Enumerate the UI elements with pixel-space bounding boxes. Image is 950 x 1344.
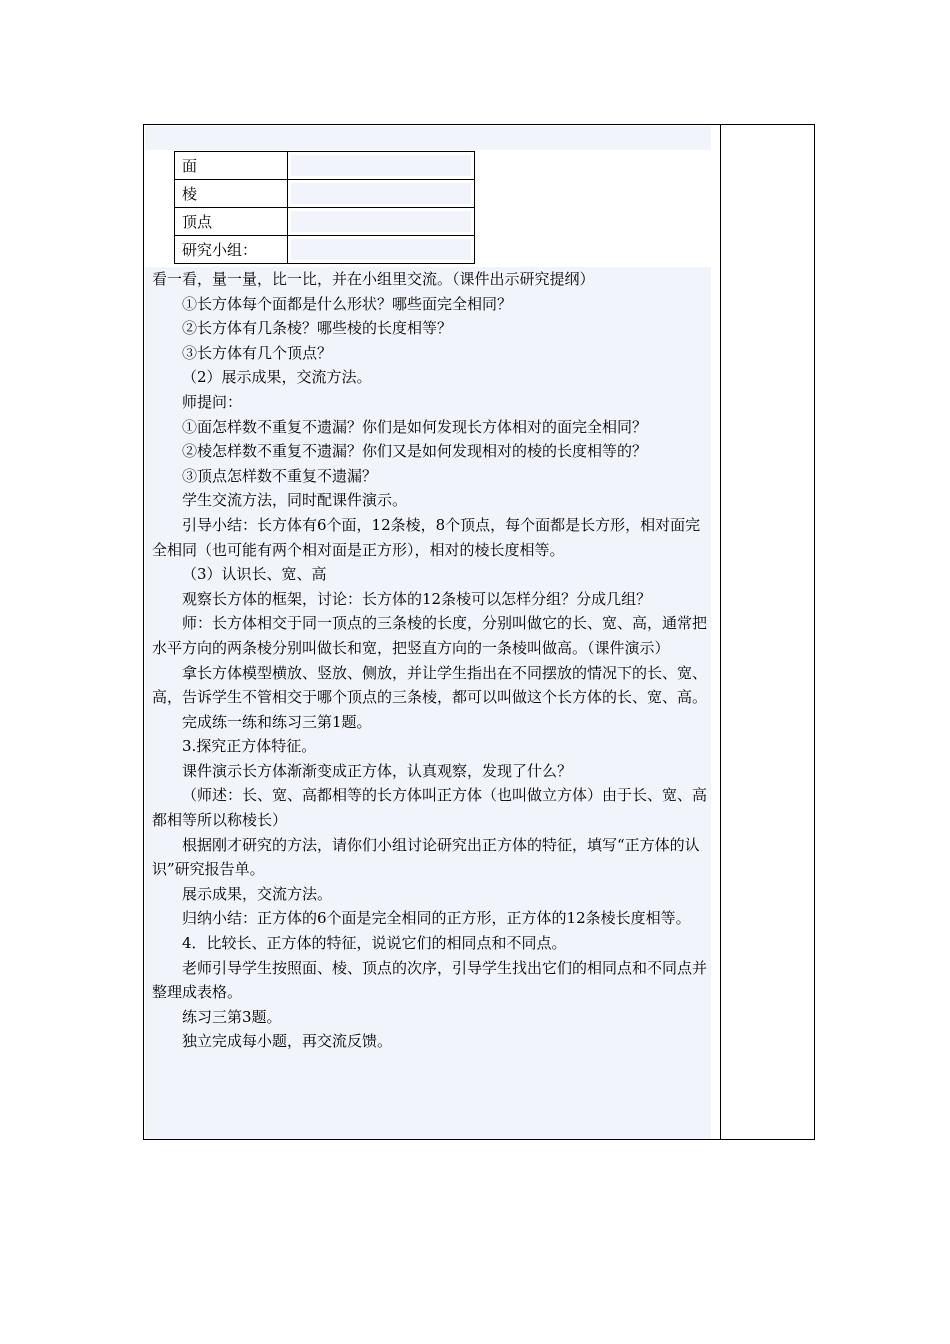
paragraph: 4．比较长、正方体的特征，说说它们的相同点和不同点。 (182, 934, 567, 953)
research-table-label: 顶点 (175, 208, 288, 236)
paragraph: 独立完成每小题，再交流反馈。 (182, 1032, 393, 1051)
paragraph: ③顶点怎样数不重复不遗漏？ (182, 466, 378, 485)
research-table (174, 151, 475, 264)
lesson-text (152, 267, 712, 1054)
paragraph: 观察长方体的框架，讨论：长方体的12条棱可以怎样分组？分成几组？ (182, 589, 652, 608)
paragraph: 引导小结：长方体有6个面，12条棱，8个顶点，每个面都是长方形，相对面完全相同（也可能有两个相对面是正方形），相对的棱长度相等。 (152, 515, 701, 559)
paragraph: ①面怎样数不重复不遗漏？你们是如何发现长方体相对的面完全相同？ (182, 417, 648, 436)
research-table-label: 面 (175, 152, 288, 180)
paragraph: 完成练一练和练习三第1题。 (182, 712, 372, 731)
paragraph: 3.探究正方体特征。 (182, 737, 317, 756)
paragraph: （2）展示成果，交流方法。 (182, 368, 372, 387)
research-table-value[interactable] (288, 180, 475, 208)
research-table-label: 棱 (175, 180, 288, 208)
paragraph: 看一看，量一量，比一比，并在小组里交流。（课件出示研究提纲） (152, 270, 595, 288)
paragraph: 学生交流方法，同时配课件演示。 (182, 491, 408, 510)
research-table-row (175, 208, 475, 236)
paragraph: 师：长方体相交于同一顶点的三条棱的长度，分别叫做它的长、宽、高，通常把水平方向的两条棱分别叫做长和宽，把竖直方向的一条棱叫做高。（课件演示） (152, 614, 708, 657)
paragraph: 拿长方体模型横放、竖放、侧放，并让学生指出在不同摆放的情况下的长、宽、高，告诉学生不管相交于哪个顶点的三条棱，都可以叫做这个长方体的长、宽、高。 (152, 663, 708, 707)
paragraph: 归纳小结：正方体的6个面是完全相同的正方形，正方体的12条棱长度相等。 (182, 909, 691, 928)
research-table-value[interactable] (288, 152, 475, 180)
paragraph: ②长方体有几条棱？哪些棱的长度相等？ (182, 319, 453, 338)
paragraph: 练习三第3题。 (182, 1007, 282, 1026)
paragraph: 课件演示长方体渐渐变成正方体，认真观察，发现了什么？ (182, 761, 573, 780)
lesson-plan-table (143, 124, 815, 1140)
paragraph: （师述：长、宽、高都相等的长方体叫正方体（也叫做立方体）由于长、宽、高都相等所以称棱长） (152, 786, 708, 830)
research-table-row (175, 236, 475, 264)
column-divider (720, 125, 721, 1139)
paragraph: （3）认识长、宽、高 (182, 565, 327, 584)
research-table-row (175, 180, 475, 208)
top-shading (145, 126, 711, 150)
research-table-row (175, 152, 475, 180)
paragraph: ①长方体每个面都是什么形状？哪些面完全相同？ (182, 294, 513, 313)
paragraph: ③长方体有几个顶点？ (182, 343, 333, 362)
paragraph: 师提问： (182, 392, 243, 411)
research-table-value[interactable] (288, 236, 475, 264)
research-table-value-text (291, 211, 471, 232)
paragraph: ②棱怎样数不重复不遗漏？你们又是如何发现相对的棱的长度相等的？ (182, 442, 648, 461)
paragraph: 展示成果，交流方法。 (182, 884, 333, 903)
research-table-value-text (291, 155, 471, 176)
paragraph: 老师引导学生按照面、棱、顶点的次序，引导学生找出它们的相同点和不同点并整理成表格。 (152, 958, 708, 1002)
research-table-value[interactable] (288, 208, 475, 236)
research-table-label: 研究小组： (175, 236, 288, 264)
research-table-value-text (291, 239, 471, 260)
paragraph: 根据刚才研究的方法，请你们小组讨论研究出正方体的特征，填写“正方体的认识”研究报告单。 (152, 835, 700, 879)
research-table-value-text (291, 183, 471, 204)
